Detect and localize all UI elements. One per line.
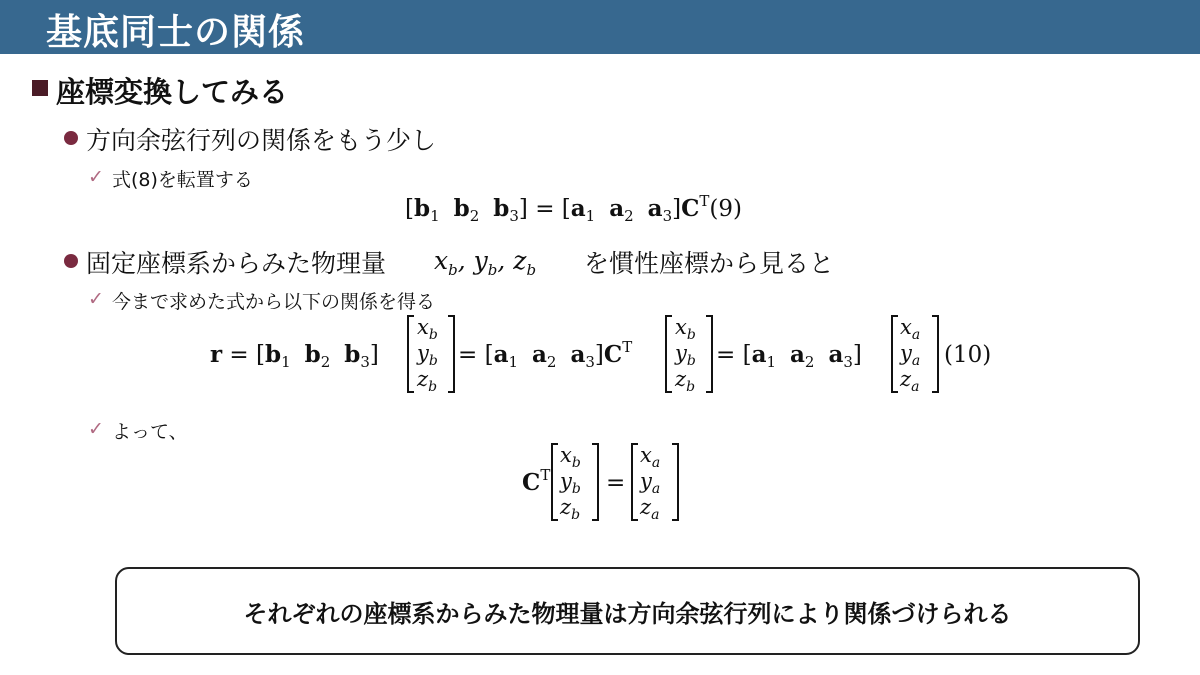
svg-text:za: $z_a$ xyxy=(900,367,920,395)
check-icon: ✓ xyxy=(88,166,104,188)
svg-text:za: $z_a$ xyxy=(640,495,660,523)
bullet-text-tail: を慣性座標から見ると xyxy=(584,249,835,278)
svg-text:yb: $y_b$ xyxy=(417,341,438,369)
svg-text:CT: $C^T$ xyxy=(522,466,551,496)
section-heading: 座標変換してみる xyxy=(56,75,289,109)
section-square-marker xyxy=(32,80,48,96)
equation-10 xyxy=(210,312,1010,402)
summary-text: それぞれの座標系からみた物理量は方向余弦行列により関係づけられる xyxy=(243,600,1012,628)
sub-bullet-text: 式(8)を転置する xyxy=(112,169,253,191)
bullet-dot xyxy=(64,254,78,268)
svg-text:zb: $z_b$ xyxy=(560,495,581,523)
sub-bullet-text: 今まで求めた式から以下の関係を得る xyxy=(112,291,436,313)
bullet-dot xyxy=(64,131,78,145)
svg-text:ya: $y_a$ xyxy=(640,469,661,497)
check-icon: ✓ xyxy=(88,418,104,440)
bullet-text: 方向余弦行列の関係をもう少し xyxy=(86,126,437,155)
page-title: 基底同士の関係 xyxy=(46,12,306,53)
svg-text:zb: $z_b$ xyxy=(417,367,438,395)
svg-text:zb: $z_b$ xyxy=(675,367,696,395)
svg-text:xb: $x_b$ xyxy=(560,443,581,471)
svg-text:=: = xyxy=(606,470,626,496)
equation-10-number: (10) xyxy=(944,342,992,368)
svg-text:yb: $y_b$ xyxy=(560,469,581,497)
svg-text:xa: $x_a$ xyxy=(640,443,661,471)
svg-text:= [a1a2a3]CT: = [$a_1$ $a_2$ $a_3]C^T$ xyxy=(458,338,633,371)
svg-text:[b1b2b3] = [a1a2a3]CT(9): [$b_1$ $b_2$ $b_3] = [a_1$ $a_2$ $a_3]C^T(9)$ xyxy=(405,192,743,225)
physical-quantity-vars: $x_b$, $y_b$, $z_b$ xyxy=(434,246,537,279)
title-bar xyxy=(0,0,1200,54)
equation-9 xyxy=(405,188,805,232)
svg-text:yb: $y_b$ xyxy=(675,341,696,369)
bullet-text: 固定座標系からみた物理量 xyxy=(86,249,387,278)
svg-text:xb: $x_b$ xyxy=(417,315,438,343)
svg-text:xb: $x_b$ xyxy=(675,315,696,343)
summary-callout xyxy=(115,567,1140,655)
svg-text:r = [b1b2b3]: $r = [b_1$ $b_2$ $b_3$] xyxy=(210,341,379,371)
svg-text:= [a1a2a3]: = [$a_1$ $a_2$ $a_3$] xyxy=(716,341,862,371)
svg-text:xa: $x_a$ xyxy=(900,315,921,343)
sub-bullet-text: よって、 xyxy=(112,421,188,443)
check-icon: ✓ xyxy=(88,288,104,310)
svg-text:ya: $y_a$ xyxy=(900,341,921,369)
equation-result xyxy=(522,440,702,530)
